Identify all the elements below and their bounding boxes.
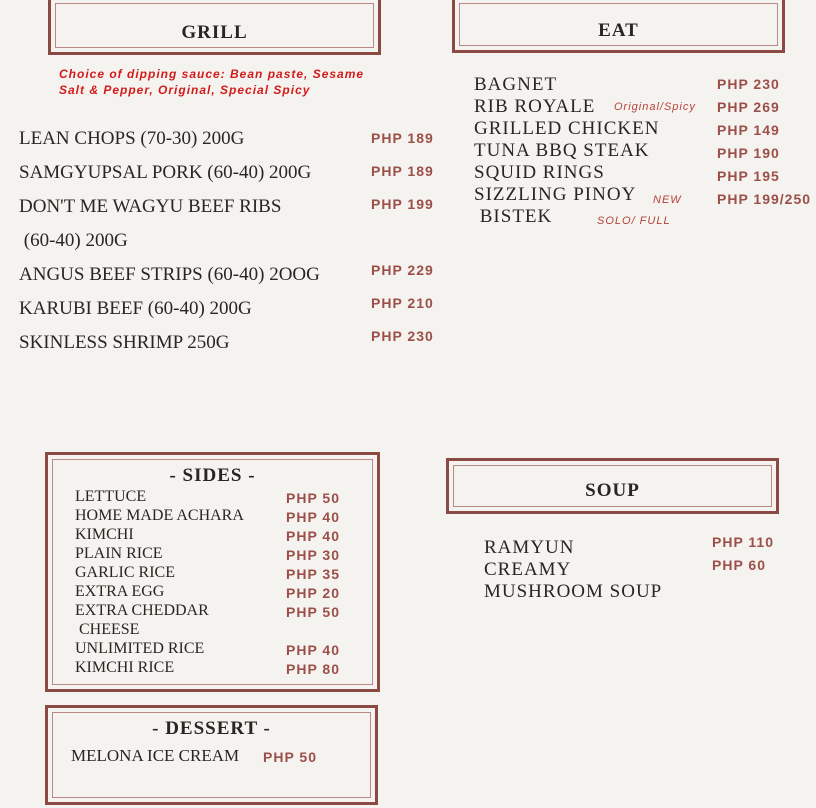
sides-item-price: PHP 40	[286, 509, 340, 525]
grill-item-price: PHP 189	[371, 163, 434, 179]
grill-item-name: SKINLESS SHRIMP 250G	[19, 332, 230, 353]
eat-item-name: RIB ROYALE	[474, 96, 596, 117]
sides-item-name: GARLIC RICE	[75, 564, 175, 581]
sides-item-name: LETTUCE	[75, 488, 147, 505]
eat-item-tag: Original/Spicy	[614, 101, 696, 113]
eat-item-tag-new: NEW	[653, 194, 682, 206]
eat-item-price: PHP 230	[717, 76, 780, 92]
grill-item-name: LEAN CHOPS (70-30) 200G	[19, 128, 245, 149]
sides-item-price: PHP 50	[286, 604, 340, 620]
grill-title: GRILL	[181, 22, 248, 43]
grill-header-box	[48, 0, 381, 55]
grill-item-price: PHP 199	[371, 196, 434, 212]
sides-item-name: UNLIMITED RICE	[75, 640, 205, 657]
grill-item-name: DON'T ME WAGYU BEEF RIBS	[19, 196, 282, 217]
sides-item-price: PHP 80	[286, 661, 340, 677]
sides-item-name: KIMCHI	[75, 526, 134, 543]
eat-item-price: PHP 199/250	[717, 191, 812, 207]
soup-item-name: CREAMY	[484, 559, 572, 580]
grill-item-name: SAMGYUPSAL PORK (60-40) 200G	[19, 162, 312, 183]
sides-item-name: HOME MADE ACHARA	[75, 507, 244, 524]
soup-item-name: RAMYUN	[484, 537, 575, 558]
sides-item-name-continued: CHEESE	[75, 621, 140, 638]
grill-item-name-continued: (60-40) 200G	[19, 230, 128, 251]
soup-item-price: PHP 60	[712, 557, 766, 573]
sides-item-name: EXTRA EGG	[75, 583, 165, 600]
grill-item-name: ANGUS BEEF STRIPS (60-40) 2OOG	[19, 264, 320, 285]
soup-item-price: PHP 110	[712, 534, 775, 550]
dessert-item-name: MELONA ICE CREAM	[71, 746, 240, 765]
eat-item-name: SIZZLING PINOY	[474, 184, 637, 205]
eat-item-price: PHP 149	[717, 122, 780, 138]
grill-sauce-note-line1: Choice of dipping sauce: Bean paste, Sesame	[59, 67, 365, 81]
sides-item-price: PHP 40	[286, 642, 340, 658]
sides-item-price: PHP 50	[286, 490, 340, 506]
grill-item-price: PHP 189	[371, 130, 434, 146]
eat-item-price: PHP 195	[717, 168, 780, 184]
grill-sauce-note-line2: Salt & Pepper, Original, Special Spicy	[59, 83, 311, 97]
dessert-box	[45, 705, 378, 805]
sides-box	[45, 452, 380, 692]
sides-item-name: PLAIN RICE	[75, 545, 163, 562]
eat-item-name: TUNA BBQ STEAK	[474, 140, 650, 161]
sides-item-name: EXTRA CHEDDAR	[75, 602, 209, 619]
eat-item-name: GRILLED CHICKEN	[474, 118, 660, 139]
sides-title: - SIDES -	[169, 465, 256, 486]
sides-item-price: PHP 20	[286, 585, 340, 601]
eat-item-name: BAGNET	[474, 74, 558, 95]
eat-item-price: PHP 190	[717, 145, 780, 161]
eat-header-box	[452, 0, 785, 53]
sides-item-price: PHP 35	[286, 566, 340, 582]
eat-item-name: SQUID RINGS	[474, 162, 605, 183]
eat-item-tag-size: SOLO/ FULL	[597, 215, 671, 227]
sides-item-price: PHP 40	[286, 528, 340, 544]
soup-header-box	[446, 458, 779, 514]
grill-item-price: PHP 210	[371, 295, 434, 311]
grill-item-price: PHP 229	[371, 262, 434, 278]
soup-item-name-continued: MUSHROOM SOUP	[484, 581, 663, 602]
grill-item-name: KARUBI BEEF (60-40) 200G	[19, 298, 252, 319]
eat-title: EAT	[598, 20, 639, 41]
eat-item-name-continued: BISTEK	[474, 206, 553, 227]
dessert-item-price: PHP 50	[263, 749, 317, 765]
grill-item-price: PHP 230	[371, 328, 434, 344]
grill-sauce-note	[59, 66, 364, 98]
eat-item-price: PHP 269	[717, 99, 780, 115]
dessert-title: - DESSERT -	[152, 718, 271, 739]
sides-item-name: KIMCHI RICE	[75, 659, 175, 676]
sides-item-price: PHP 30	[286, 547, 340, 563]
soup-title: SOUP	[585, 480, 640, 501]
